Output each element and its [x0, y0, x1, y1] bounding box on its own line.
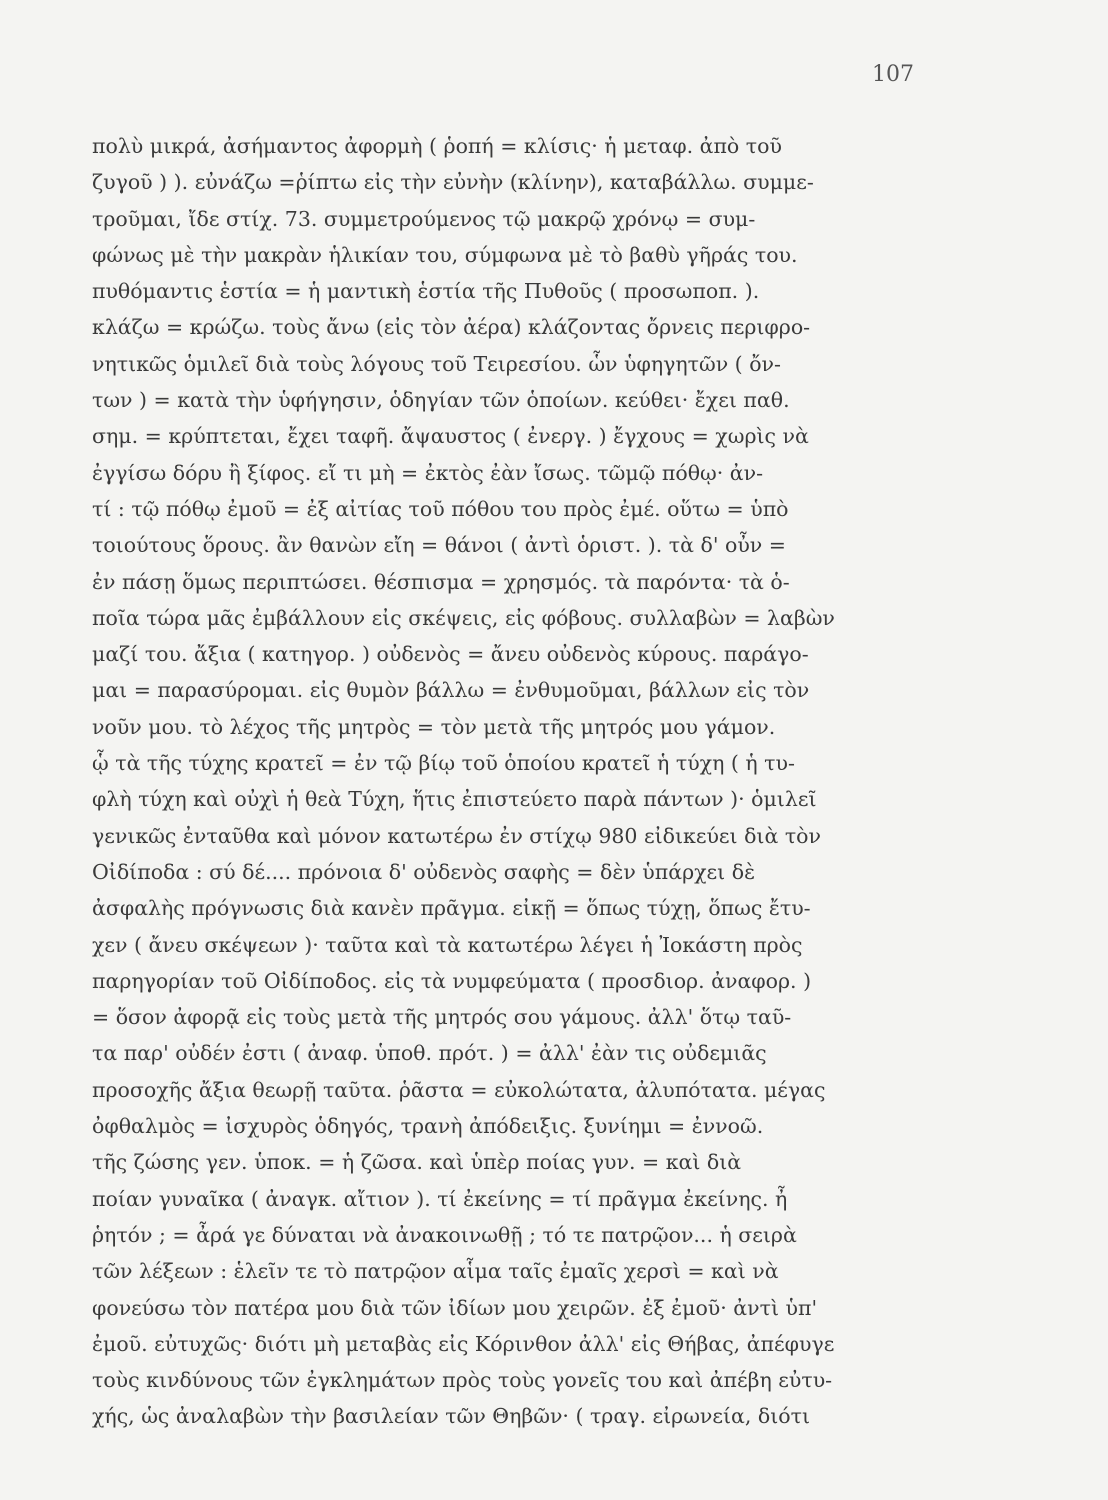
text-line: προσοχῆς ἄξια θεωρῇ ταῦτα. ῥᾶστα = εὐκολώτατα, ἀλυπότατα. μέγας — [92, 1077, 826, 1102]
text-line: χεν ( ἄνευ σκέψεων )· ταῦτα καὶ τὰ κατωτέρω λέγει ἡ Ἰοκάστη πρὸς — [92, 932, 803, 957]
text-line: φλὴ τύχη καὶ οὐχὶ ἡ θεὰ Τύχη, ἥτις ἐπιστεύετο παρὰ πάντων )· ὁμιλεῖ — [92, 787, 817, 812]
text-line: νοῦν μου. τὸ λέχος τῆς μητρὸς = τὸν μετὰ τῆς μητρός μου γάμον. — [92, 714, 776, 739]
text-line: τῶν λέξεων : ἑλεῖν τε τὸ πατρῷον αἷμα ταῖς ἐμαῖς χερσὶ = καὶ νὰ — [92, 1259, 779, 1284]
text-line: ἀσφαλὴς πρόγνωσις διὰ κανὲν πρᾶγμα. εἰκῇ = ὅπως τύχῃ, ὅπως ἔτυ- — [92, 896, 811, 921]
text-line: ἐμοῦ. εὐτυχῶς· διότι μὴ μεταβὰς εἰς Κόρινθον ἀλλ' εἰς Θήβας, ἀπέφυγε — [92, 1331, 835, 1356]
text-line: τροῦμαι, ἴδε στίχ. 73. συμμετρούμενος τῷ μακρῷ χρόνῳ = συμ- — [92, 206, 756, 231]
text-line: φονεύσω τὸν πατέρα μου διὰ τῶν ἰδίων μου χειρῶν. ἐξ ἐμοῦ· ἀντὶ ὑπ' — [92, 1295, 818, 1320]
text-line: παρηγορίαν τοῦ Οἰδίποδος. εἰς τὰ νυμφεύματα ( προσδιορ. ἀναφορ. ) — [92, 968, 812, 993]
text-line: ζυγοῦ ) ). εὐνάζω =ῥίπτω εἰς τὴν εὐνὴν (κλίνην), καταβάλλω. συμμε- — [92, 170, 814, 195]
text-line: χής, ὡς ἀναλαβὼν τὴν βασιλείαν τῶν Θηβῶν· ( τραγ. εἰρωνεία, διότι — [92, 1404, 811, 1429]
text-line: Οἰδίποδα : σύ δέ.... πρόνοια δ' οὐδενὸς σαφὴς = δὲν ὑπάρχει δὲ — [92, 859, 756, 884]
text-line: τῆς ζώσης γεν. ὑποκ. = ἡ ζῶσα. καὶ ὑπὲρ ποίας γυν. = καὶ διὰ — [92, 1150, 742, 1175]
text-line: κλάζω = κρώζω. τοὺς ἄνω (εἰς τὸν ἀέρα) κλάζοντας ὄρνεις περιφρο- — [92, 315, 811, 340]
text-line: φώνως μὲ τὴν μακρὰν ἡλικίαν του, σύμφωνα μὲ τὸ βαθὺ γῆράς του. — [92, 242, 798, 267]
text-line: γενικῶς ἐνταῦθα καὶ μόνον κατωτέρω ἐν στίχῳ 980 εἰδικεύει διὰ τὸν — [92, 823, 821, 848]
text-line: σημ. = κρύπτεται, ἔχει ταφῆ. ἄψαυστος ( ἐνεργ. ) ἔγχους = χωρὶς νὰ — [92, 424, 809, 449]
text-line: τί : τῷ πόθῳ ἐμοῦ = ἐξ αἰτίας τοῦ πόθου του πρὸς ἐμέ. οὕτω = ὑπὸ — [92, 496, 789, 521]
text-line: ᾧ τὰ τῆς τύχης κρατεῖ = ἐν τῷ βίῳ τοῦ ὁποίου κρατεῖ ἡ τύχη ( ἡ τυ- — [92, 751, 795, 776]
text-line: ὀφθαλμὸς = ἰσχυρὸς ὁδηγός, τρανὴ ἀπόδειξις. ξυνίημι = ἐννοῶ. — [92, 1114, 764, 1139]
text-line: των ) = κατὰ τὴν ὑφήγησιν, ὁδηγίαν τῶν ὁποίων. κεύθει· ἔχει παθ. — [92, 388, 790, 413]
text-line: μαι = παρασύρομαι. εἰς θυμὸν βάλλω = ἐνθυμοῦμαι, βάλλων εἰς τὸν — [92, 678, 810, 703]
text-line: ποίαν γυναῖκα ( ἀναγκ. αἴτιον ). τί ἐκείνης = τί πρᾶγμα ἐκείνης. ἦ — [92, 1186, 788, 1211]
text-line: τοὺς κινδύνους τῶν ἐγκλημάτων πρὸς τοὺς γονεῖς του καὶ ἀπέβη εὐτυ- — [92, 1368, 833, 1393]
text-line: ποῖα τώρα μᾶς ἐμβάλλουν εἰς σκέψεις, εἰς φόβους. συλλαβὼν = λαβὼν — [92, 605, 835, 630]
text-line: τοιούτους ὅρους. ἂν θανὼν εἴη = θάνοι ( ἀντὶ ὁριστ. ). τὰ δ' οὖν = — [92, 533, 786, 558]
text-line: ῥητόν ; = ἆρά γε δύναται νὰ ἀνακοινωθῇ ; τό τε πατρῷον... ἡ σειρὰ — [92, 1222, 797, 1247]
text-line: ἐν πάσῃ ὅμως περιπτώσει. θέσπισμα = χρησμός. τὰ παρόντα· τὰ ὁ- — [92, 569, 790, 594]
text-line: = ὅσον ἀφορᾷ εἰς τοὺς μετὰ τῆς μητρός σου γάμους. ἀλλ' ὅτῳ ταῦ- — [92, 1005, 792, 1030]
text-line: μαζί του. ἄξια ( κατηγορ. ) οὐδενὸς = ἄνευ οὐδενὸς κύρους. παράγο- — [92, 642, 809, 667]
text-line: τα παρ' οὐδέν ἐστι ( ἀναφ. ὑποθ. πρότ. ) = ἀλλ' ἐὰν τις οὐδεμιᾶς — [92, 1041, 767, 1066]
page-number: 107 — [872, 62, 914, 87]
commentary-text — [92, 128, 942, 1435]
text-line: πυθόμαντις ἑστία = ἡ μαντικὴ ἑστία τῆς Πυθοῦς ( προσωποπ. ). — [92, 279, 760, 304]
text-line: νητικῶς ὁμιλεῖ διὰ τοὺς λόγους τοῦ Τειρεσίου. ὧν ὑφηγητῶν ( ὄν- — [92, 351, 781, 376]
text-line: ἐγγίσω δόρυ ἢ ξίφος. εἴ τι μὴ = ἐκτὸς ἐὰν ἴσως. τῶμῷ πόθῳ· ἀν- — [92, 460, 764, 485]
text-line: πολὺ μικρά, ἀσήμαντος ἀφορμὴ ( ῥοπή = κλίσις· ἡ μεταφ. ἀπὸ τοῦ — [92, 134, 782, 158]
